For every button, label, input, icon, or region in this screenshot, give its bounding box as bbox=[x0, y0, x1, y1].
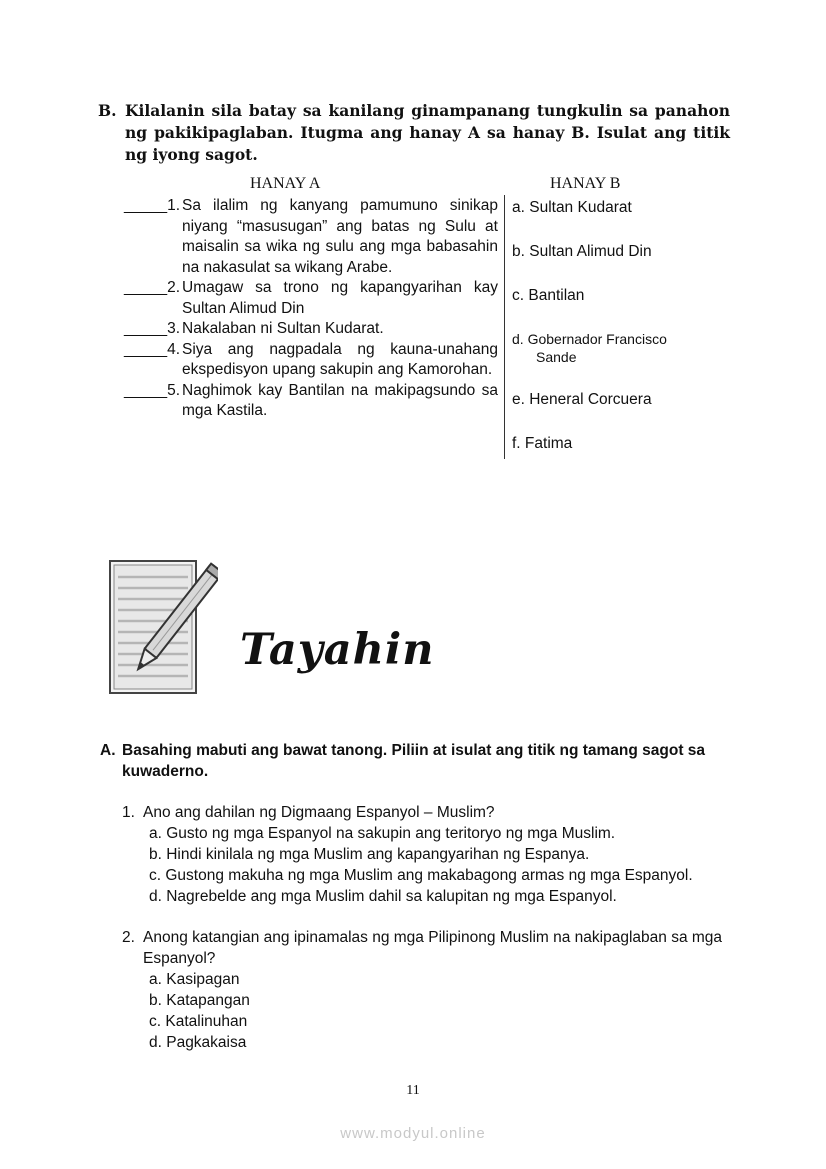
choice-d: d. Nagrebelde ang mga Muslim dahil sa kalupitan ng mga Espanyol. bbox=[149, 888, 617, 905]
answer-blank: _____1. bbox=[124, 197, 181, 214]
hanay-a-item bbox=[124, 319, 498, 340]
hanay-a-item-text: Umagaw sa trono ng kapangyarihan kay Sultan Alimud Din bbox=[182, 279, 498, 317]
hanay-b-item: e. Heneral Corcuera bbox=[512, 391, 652, 408]
hanay-a-item-text: Naghimok kay Bantilan na makipagsundo sa mga Kastila. bbox=[182, 381, 498, 419]
column-divider bbox=[504, 195, 505, 459]
page-number: 11 bbox=[406, 1083, 420, 1098]
section-b-text: Kilalanin sila batay sa kanilang ginampanang tungkulin sa panahon ng pakikipaglaban. Itugma ang hanay A sa hanay B. Isulat ang titik ng iyong sagot. bbox=[125, 101, 730, 164]
hanay-b-item: c. Bantilan bbox=[512, 287, 585, 304]
answer-blank: _____3. bbox=[124, 320, 181, 337]
hanay-a-header: HANAY A bbox=[250, 175, 321, 192]
section-b-instructions bbox=[98, 100, 730, 166]
hanay-b-header: HANAY B bbox=[550, 175, 621, 192]
choice-d: d. Pagkakaisa bbox=[149, 1034, 247, 1051]
tayahin-title: Tayahin bbox=[240, 625, 435, 675]
question-stem bbox=[122, 802, 732, 823]
choice-b: b. Hindi kinilala ng mga Muslim ang kapangyarihan ng Espanya. bbox=[149, 846, 590, 863]
answer-blank: _____2. bbox=[124, 279, 181, 296]
hanay-a-item bbox=[124, 196, 498, 278]
hanay-a-item-text: Siya ang nagpadala ng kauna-unahang ekspedisyon upang sakupin ang Kamorohan. bbox=[182, 340, 498, 378]
question-number: 1. bbox=[122, 804, 135, 821]
question-2 bbox=[122, 927, 732, 1053]
section-a-instructions bbox=[100, 740, 732, 782]
hanay-a-item bbox=[124, 340, 498, 381]
hanay-b-item: f. Fatima bbox=[512, 435, 573, 452]
section-a-letter: A. bbox=[100, 742, 116, 759]
hanay-a-item-text: Nakalaban ni Sultan Kudarat. bbox=[182, 320, 384, 337]
question-text: Ano ang dahilan ng Digmaang Espanyol – Muslim? bbox=[143, 804, 495, 821]
hanay-a-item bbox=[124, 381, 498, 422]
notepad-pencil-icon bbox=[106, 555, 218, 697]
hanay-b-item: a. Sultan Kudarat bbox=[512, 199, 632, 216]
hanay-b-item-continuation: Sande bbox=[536, 349, 577, 365]
watermark: www.modyul.online bbox=[340, 1125, 486, 1142]
hanay-a-item-text: Sa ilalim ng kanyang pamumuno sinikap niyang “masusugan” ang batas ng Sulu at maisalin sa wika ng sulu ang mga babasahin na nakasulat sa wikang Arabe. bbox=[182, 197, 498, 276]
choice-c: c. Gustong makuha ng mga Muslim ang makabagong armas ng mga Espanyol. bbox=[149, 867, 693, 884]
question-text: Anong katangian ang ipinamalas ng mga Pilipinong Muslim na nakipaglaban sa mga Espanyol? bbox=[143, 929, 723, 967]
hanay-a-item bbox=[124, 278, 498, 319]
hanay-a-list bbox=[124, 196, 498, 422]
section-a-text: Basahing mabuti ang bawat tanong. Piliin at isulat ang titik ng tamang sagot sa kuwaderno. bbox=[122, 742, 706, 780]
answer-blank: _____5. bbox=[124, 381, 181, 399]
choice-b: b. Katapangan bbox=[149, 992, 250, 1009]
question-number: 2. bbox=[122, 929, 135, 946]
section-a bbox=[100, 740, 732, 1053]
section-b-letter: B. bbox=[98, 101, 117, 120]
choice-a: a. Kasipagan bbox=[149, 971, 240, 988]
answer-blank: _____4. bbox=[124, 340, 181, 358]
hanay-b-item: b. Sultan Alimud Din bbox=[512, 243, 652, 260]
question-1 bbox=[122, 802, 732, 907]
choice-c: c. Katalinuhan bbox=[149, 1013, 248, 1030]
choice-a: a. Gusto ng mga Espanyol na sakupin ang teritoryo ng mga Muslim. bbox=[149, 825, 616, 842]
hanay-b-item: d. Gobernador Francisco bbox=[512, 331, 667, 347]
question-stem bbox=[122, 927, 732, 969]
